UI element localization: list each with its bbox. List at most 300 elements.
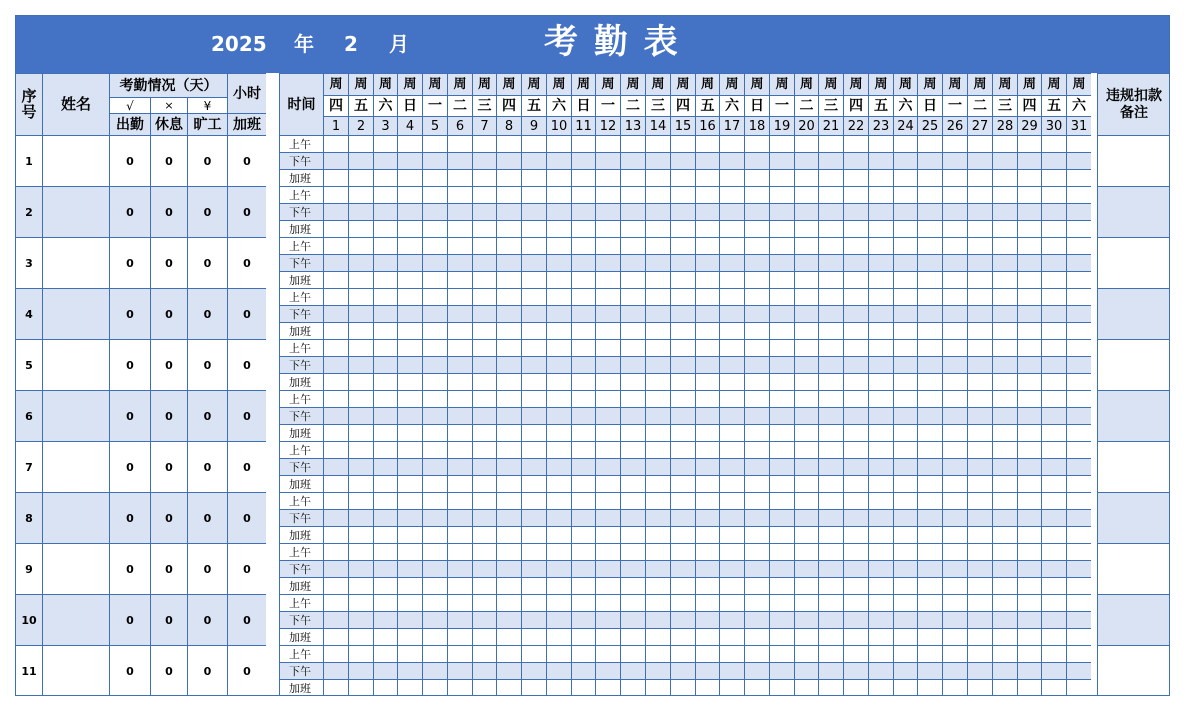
attendance-cell[interactable] — [397, 152, 422, 169]
attendance-cell[interactable] — [447, 441, 472, 458]
attendance-cell[interactable] — [843, 390, 868, 407]
attendance-cell[interactable] — [373, 543, 397, 560]
attendance-cell[interactable] — [645, 322, 670, 339]
attendance-cell[interactable] — [992, 458, 1017, 475]
attendance-cell[interactable] — [992, 169, 1017, 186]
row-remarks[interactable] — [1097, 645, 1170, 696]
row-remarks[interactable] — [1097, 594, 1170, 645]
attendance-cell[interactable] — [472, 577, 496, 594]
attendance-cell[interactable] — [348, 373, 373, 390]
attendance-cell[interactable] — [992, 373, 1017, 390]
attendance-cell[interactable] — [348, 611, 373, 628]
attendance-cell[interactable] — [942, 679, 967, 696]
attendance-cell[interactable] — [1041, 186, 1066, 203]
attendance-cell[interactable] — [893, 628, 917, 645]
attendance-cell[interactable] — [496, 611, 521, 628]
attendance-cell[interactable] — [348, 526, 373, 543]
attendance-cell[interactable] — [422, 305, 447, 322]
attendance-cell[interactable] — [1066, 628, 1091, 645]
attendance-cell[interactable] — [595, 407, 620, 424]
attendance-cell[interactable] — [1017, 475, 1041, 492]
attendance-cell[interactable] — [422, 509, 447, 526]
attendance-cell[interactable] — [496, 271, 521, 288]
attendance-cell[interactable] — [521, 169, 546, 186]
attendance-cell[interactable] — [1041, 322, 1066, 339]
attendance-cell[interactable] — [967, 305, 992, 322]
attendance-cell[interactable] — [447, 339, 472, 356]
attendance-cell[interactable] — [496, 390, 521, 407]
attendance-cell[interactable] — [769, 186, 794, 203]
attendance-cell[interactable] — [967, 152, 992, 169]
attendance-cell[interactable] — [868, 492, 893, 509]
attendance-cell[interactable] — [893, 203, 917, 220]
attendance-cell[interactable] — [719, 390, 744, 407]
row-name[interactable] — [42, 594, 109, 645]
attendance-cell[interactable] — [967, 339, 992, 356]
attendance-cell[interactable] — [843, 373, 868, 390]
attendance-cell[interactable] — [670, 509, 695, 526]
attendance-cell[interactable] — [571, 339, 595, 356]
attendance-cell[interactable] — [1017, 509, 1041, 526]
attendance-cell[interactable] — [422, 679, 447, 696]
attendance-cell[interactable] — [1017, 526, 1041, 543]
attendance-cell[interactable] — [595, 424, 620, 441]
attendance-cell[interactable] — [818, 509, 843, 526]
attendance-cell[interactable] — [967, 679, 992, 696]
attendance-cell[interactable] — [695, 645, 719, 662]
attendance-cell[interactable] — [496, 254, 521, 271]
attendance-cell[interactable] — [843, 492, 868, 509]
attendance-cell[interactable] — [1066, 560, 1091, 577]
attendance-cell[interactable] — [546, 271, 571, 288]
attendance-cell[interactable] — [868, 628, 893, 645]
attendance-cell[interactable] — [1017, 373, 1041, 390]
attendance-cell[interactable] — [620, 577, 645, 594]
attendance-cell[interactable] — [1041, 237, 1066, 254]
attendance-cell[interactable] — [695, 628, 719, 645]
attendance-cell[interactable] — [645, 611, 670, 628]
attendance-cell[interactable] — [546, 169, 571, 186]
attendance-cell[interactable] — [472, 373, 496, 390]
attendance-cell[interactable] — [1041, 475, 1066, 492]
attendance-cell[interactable] — [472, 254, 496, 271]
attendance-cell[interactable] — [1066, 577, 1091, 594]
attendance-cell[interactable] — [1017, 458, 1041, 475]
attendance-cell[interactable] — [472, 662, 496, 679]
attendance-cell[interactable] — [1017, 254, 1041, 271]
attendance-cell[interactable] — [595, 203, 620, 220]
attendance-cell[interactable] — [818, 441, 843, 458]
attendance-cell[interactable] — [472, 645, 496, 662]
row-remarks[interactable] — [1097, 135, 1170, 186]
attendance-cell[interactable] — [868, 560, 893, 577]
attendance-cell[interactable] — [992, 135, 1017, 152]
attendance-cell[interactable] — [323, 288, 348, 305]
attendance-cell[interactable] — [645, 526, 670, 543]
attendance-cell[interactable] — [323, 254, 348, 271]
attendance-cell[interactable] — [794, 356, 818, 373]
attendance-cell[interactable] — [893, 424, 917, 441]
attendance-cell[interactable] — [595, 373, 620, 390]
attendance-cell[interactable] — [818, 390, 843, 407]
attendance-cell[interactable] — [645, 560, 670, 577]
attendance-cell[interactable] — [868, 662, 893, 679]
attendance-cell[interactable] — [794, 475, 818, 492]
attendance-cell[interactable] — [744, 237, 769, 254]
attendance-cell[interactable] — [794, 424, 818, 441]
attendance-cell[interactable] — [719, 220, 744, 237]
attendance-cell[interactable] — [769, 543, 794, 560]
attendance-cell[interactable] — [695, 152, 719, 169]
attendance-cell[interactable] — [917, 645, 942, 662]
attendance-cell[interactable] — [373, 577, 397, 594]
attendance-cell[interactable] — [447, 526, 472, 543]
attendance-cell[interactable] — [595, 220, 620, 237]
attendance-cell[interactable] — [992, 339, 1017, 356]
attendance-cell[interactable] — [893, 526, 917, 543]
attendance-cell[interactable] — [695, 186, 719, 203]
attendance-cell[interactable] — [967, 560, 992, 577]
attendance-cell[interactable] — [422, 628, 447, 645]
attendance-cell[interactable] — [571, 305, 595, 322]
attendance-cell[interactable] — [521, 356, 546, 373]
attendance-cell[interactable] — [967, 407, 992, 424]
attendance-cell[interactable] — [843, 424, 868, 441]
attendance-cell[interactable] — [397, 407, 422, 424]
attendance-cell[interactable] — [893, 475, 917, 492]
attendance-cell[interactable] — [893, 237, 917, 254]
attendance-cell[interactable] — [695, 322, 719, 339]
attendance-cell[interactable] — [422, 135, 447, 152]
attendance-cell[interactable] — [769, 356, 794, 373]
attendance-cell[interactable] — [472, 356, 496, 373]
attendance-cell[interactable] — [472, 543, 496, 560]
attendance-cell[interactable] — [1017, 152, 1041, 169]
attendance-cell[interactable] — [1017, 220, 1041, 237]
attendance-cell[interactable] — [967, 135, 992, 152]
attendance-cell[interactable] — [942, 441, 967, 458]
row-name[interactable] — [42, 645, 109, 696]
attendance-cell[interactable] — [942, 407, 967, 424]
attendance-cell[interactable] — [794, 135, 818, 152]
attendance-cell[interactable] — [670, 322, 695, 339]
attendance-cell[interactable] — [323, 679, 348, 696]
attendance-cell[interactable] — [620, 390, 645, 407]
attendance-cell[interactable] — [992, 203, 1017, 220]
attendance-cell[interactable] — [521, 475, 546, 492]
attendance-cell[interactable] — [670, 271, 695, 288]
attendance-cell[interactable] — [348, 441, 373, 458]
attendance-cell[interactable] — [373, 135, 397, 152]
attendance-cell[interactable] — [422, 458, 447, 475]
attendance-cell[interactable] — [1017, 543, 1041, 560]
attendance-cell[interactable] — [620, 305, 645, 322]
attendance-cell[interactable] — [447, 645, 472, 662]
attendance-cell[interactable] — [744, 203, 769, 220]
attendance-cell[interactable] — [818, 271, 843, 288]
attendance-cell[interactable] — [719, 407, 744, 424]
attendance-cell[interactable] — [917, 611, 942, 628]
attendance-cell[interactable] — [794, 288, 818, 305]
attendance-cell[interactable] — [1066, 611, 1091, 628]
attendance-cell[interactable] — [843, 577, 868, 594]
attendance-cell[interactable] — [645, 305, 670, 322]
attendance-cell[interactable] — [397, 611, 422, 628]
attendance-cell[interactable] — [744, 169, 769, 186]
attendance-cell[interactable] — [422, 339, 447, 356]
attendance-cell[interactable] — [942, 594, 967, 611]
attendance-cell[interactable] — [645, 373, 670, 390]
attendance-cell[interactable] — [719, 271, 744, 288]
attendance-cell[interactable] — [546, 339, 571, 356]
attendance-cell[interactable] — [744, 458, 769, 475]
attendance-cell[interactable] — [422, 356, 447, 373]
attendance-cell[interactable] — [571, 492, 595, 509]
attendance-cell[interactable] — [942, 271, 967, 288]
attendance-cell[interactable] — [695, 271, 719, 288]
attendance-cell[interactable] — [546, 662, 571, 679]
attendance-cell[interactable] — [571, 169, 595, 186]
attendance-cell[interactable] — [843, 254, 868, 271]
attendance-cell[interactable] — [744, 271, 769, 288]
attendance-cell[interactable] — [422, 645, 447, 662]
attendance-cell[interactable] — [373, 628, 397, 645]
attendance-cell[interactable] — [744, 356, 769, 373]
attendance-cell[interactable] — [670, 441, 695, 458]
attendance-cell[interactable] — [496, 186, 521, 203]
attendance-cell[interactable] — [719, 628, 744, 645]
attendance-cell[interactable] — [893, 152, 917, 169]
attendance-cell[interactable] — [521, 662, 546, 679]
attendance-cell[interactable] — [323, 356, 348, 373]
attendance-cell[interactable] — [521, 458, 546, 475]
attendance-cell[interactable] — [323, 560, 348, 577]
attendance-cell[interactable] — [1017, 339, 1041, 356]
attendance-cell[interactable] — [521, 543, 546, 560]
attendance-cell[interactable] — [695, 220, 719, 237]
attendance-cell[interactable] — [917, 288, 942, 305]
attendance-cell[interactable] — [422, 543, 447, 560]
attendance-cell[interactable] — [893, 611, 917, 628]
attendance-cell[interactable] — [1041, 407, 1066, 424]
attendance-cell[interactable] — [348, 220, 373, 237]
attendance-cell[interactable] — [917, 475, 942, 492]
attendance-cell[interactable] — [843, 441, 868, 458]
attendance-cell[interactable] — [323, 237, 348, 254]
attendance-cell[interactable] — [595, 594, 620, 611]
attendance-cell[interactable] — [893, 288, 917, 305]
attendance-cell[interactable] — [917, 543, 942, 560]
attendance-cell[interactable] — [546, 390, 571, 407]
attendance-cell[interactable] — [620, 322, 645, 339]
attendance-cell[interactable] — [917, 594, 942, 611]
attendance-cell[interactable] — [769, 645, 794, 662]
attendance-cell[interactable] — [472, 560, 496, 577]
attendance-cell[interactable] — [422, 152, 447, 169]
attendance-cell[interactable] — [818, 237, 843, 254]
attendance-cell[interactable] — [818, 169, 843, 186]
attendance-cell[interactable] — [967, 237, 992, 254]
attendance-cell[interactable] — [670, 135, 695, 152]
attendance-cell[interactable] — [348, 339, 373, 356]
attendance-cell[interactable] — [695, 407, 719, 424]
attendance-cell[interactable] — [818, 679, 843, 696]
attendance-cell[interactable] — [818, 322, 843, 339]
attendance-cell[interactable] — [695, 135, 719, 152]
attendance-cell[interactable] — [521, 203, 546, 220]
attendance-cell[interactable] — [967, 169, 992, 186]
attendance-cell[interactable] — [868, 390, 893, 407]
attendance-cell[interactable] — [447, 628, 472, 645]
attendance-cell[interactable] — [1041, 339, 1066, 356]
attendance-cell[interactable] — [472, 424, 496, 441]
attendance-cell[interactable] — [496, 645, 521, 662]
attendance-cell[interactable] — [373, 152, 397, 169]
attendance-cell[interactable] — [397, 135, 422, 152]
attendance-cell[interactable] — [373, 203, 397, 220]
attendance-cell[interactable] — [967, 594, 992, 611]
attendance-cell[interactable] — [818, 220, 843, 237]
attendance-cell[interactable] — [645, 441, 670, 458]
attendance-cell[interactable] — [373, 305, 397, 322]
attendance-cell[interactable] — [744, 594, 769, 611]
attendance-cell[interactable] — [373, 339, 397, 356]
attendance-cell[interactable] — [1017, 322, 1041, 339]
attendance-cell[interactable] — [472, 679, 496, 696]
attendance-cell[interactable] — [893, 458, 917, 475]
attendance-cell[interactable] — [1041, 560, 1066, 577]
attendance-cell[interactable] — [645, 475, 670, 492]
attendance-cell[interactable] — [521, 322, 546, 339]
attendance-cell[interactable] — [719, 373, 744, 390]
attendance-cell[interactable] — [571, 611, 595, 628]
attendance-cell[interactable] — [472, 288, 496, 305]
attendance-cell[interactable] — [893, 662, 917, 679]
attendance-cell[interactable] — [546, 526, 571, 543]
attendance-cell[interactable] — [571, 186, 595, 203]
attendance-cell[interactable] — [719, 509, 744, 526]
attendance-cell[interactable] — [942, 543, 967, 560]
attendance-cell[interactable] — [1017, 611, 1041, 628]
attendance-cell[interactable] — [942, 339, 967, 356]
attendance-cell[interactable] — [1066, 135, 1091, 152]
attendance-cell[interactable] — [595, 254, 620, 271]
attendance-cell[interactable] — [818, 577, 843, 594]
attendance-cell[interactable] — [1017, 186, 1041, 203]
attendance-cell[interactable] — [868, 203, 893, 220]
attendance-cell[interactable] — [967, 288, 992, 305]
attendance-cell[interactable] — [868, 169, 893, 186]
attendance-cell[interactable] — [868, 237, 893, 254]
attendance-cell[interactable] — [496, 339, 521, 356]
attendance-cell[interactable] — [397, 271, 422, 288]
attendance-cell[interactable] — [769, 271, 794, 288]
attendance-cell[interactable] — [472, 628, 496, 645]
attendance-cell[interactable] — [917, 169, 942, 186]
attendance-cell[interactable] — [917, 356, 942, 373]
attendance-cell[interactable] — [917, 254, 942, 271]
attendance-cell[interactable] — [521, 305, 546, 322]
attendance-cell[interactable] — [794, 441, 818, 458]
attendance-cell[interactable] — [645, 220, 670, 237]
attendance-cell[interactable] — [843, 203, 868, 220]
attendance-cell[interactable] — [719, 339, 744, 356]
attendance-cell[interactable] — [868, 407, 893, 424]
attendance-cell[interactable] — [521, 424, 546, 441]
attendance-cell[interactable] — [546, 356, 571, 373]
attendance-cell[interactable] — [595, 339, 620, 356]
attendance-cell[interactable] — [546, 322, 571, 339]
attendance-cell[interactable] — [843, 662, 868, 679]
attendance-cell[interactable] — [323, 135, 348, 152]
attendance-cell[interactable] — [818, 594, 843, 611]
attendance-cell[interactable] — [769, 152, 794, 169]
attendance-cell[interactable] — [1017, 441, 1041, 458]
attendance-cell[interactable] — [744, 475, 769, 492]
attendance-cell[interactable] — [818, 288, 843, 305]
attendance-cell[interactable] — [695, 594, 719, 611]
attendance-cell[interactable] — [893, 492, 917, 509]
attendance-cell[interactable] — [719, 186, 744, 203]
attendance-cell[interactable] — [397, 441, 422, 458]
attendance-cell[interactable] — [1066, 407, 1091, 424]
attendance-cell[interactable] — [769, 339, 794, 356]
attendance-cell[interactable] — [893, 186, 917, 203]
attendance-cell[interactable] — [620, 135, 645, 152]
attendance-cell[interactable] — [323, 220, 348, 237]
attendance-cell[interactable] — [818, 458, 843, 475]
attendance-cell[interactable] — [992, 475, 1017, 492]
attendance-cell[interactable] — [917, 135, 942, 152]
attendance-cell[interactable] — [1041, 305, 1066, 322]
attendance-cell[interactable] — [373, 424, 397, 441]
attendance-cell[interactable] — [571, 271, 595, 288]
attendance-cell[interactable] — [546, 475, 571, 492]
attendance-cell[interactable] — [397, 305, 422, 322]
attendance-cell[interactable] — [794, 271, 818, 288]
attendance-cell[interactable] — [645, 339, 670, 356]
attendance-cell[interactable] — [769, 424, 794, 441]
attendance-cell[interactable] — [546, 560, 571, 577]
attendance-cell[interactable] — [695, 577, 719, 594]
attendance-cell[interactable] — [348, 662, 373, 679]
attendance-cell[interactable] — [496, 169, 521, 186]
attendance-cell[interactable] — [620, 526, 645, 543]
attendance-cell[interactable] — [373, 322, 397, 339]
attendance-cell[interactable] — [868, 135, 893, 152]
attendance-cell[interactable] — [769, 560, 794, 577]
attendance-cell[interactable] — [447, 152, 472, 169]
attendance-cell[interactable] — [917, 492, 942, 509]
attendance-cell[interactable] — [323, 594, 348, 611]
attendance-cell[interactable] — [843, 645, 868, 662]
attendance-cell[interactable] — [942, 662, 967, 679]
attendance-cell[interactable] — [323, 373, 348, 390]
attendance-cell[interactable] — [348, 186, 373, 203]
attendance-cell[interactable] — [645, 390, 670, 407]
attendance-cell[interactable] — [323, 169, 348, 186]
attendance-cell[interactable] — [670, 288, 695, 305]
attendance-cell[interactable] — [670, 203, 695, 220]
attendance-cell[interactable] — [670, 424, 695, 441]
attendance-cell[interactable] — [546, 186, 571, 203]
attendance-cell[interactable] — [521, 577, 546, 594]
attendance-cell[interactable] — [645, 288, 670, 305]
attendance-cell[interactable] — [472, 169, 496, 186]
attendance-cell[interactable] — [843, 322, 868, 339]
attendance-cell[interactable] — [917, 662, 942, 679]
attendance-cell[interactable] — [571, 254, 595, 271]
